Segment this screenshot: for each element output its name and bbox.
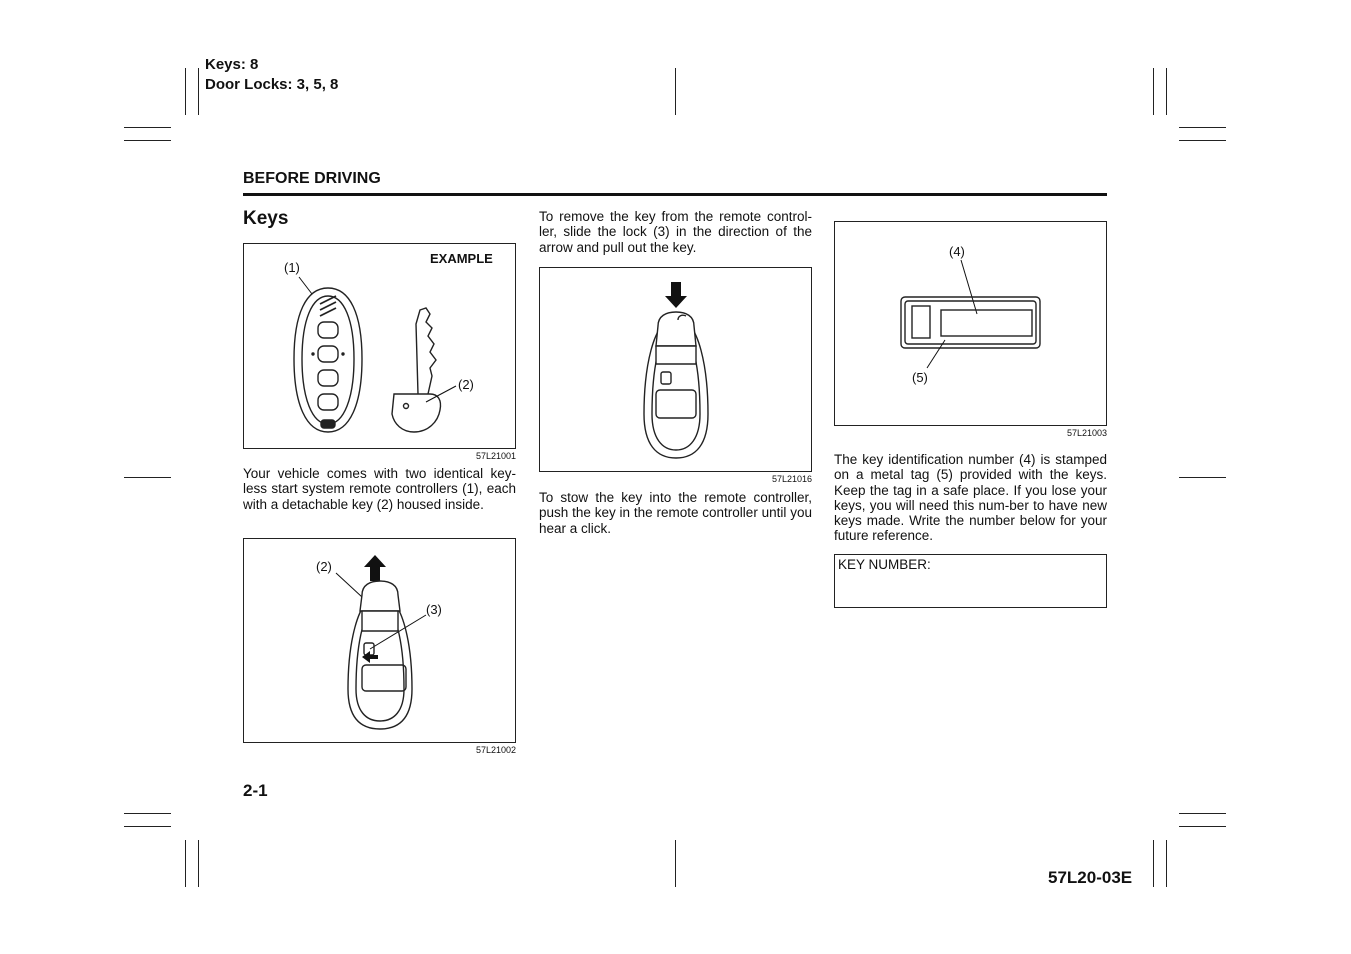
metal-tag-icon — [901, 297, 1040, 348]
paragraph-remove-key: To remove the key from the remote control-ler, slide the lock (3) in the direction of the arrow and pull out the key. — [539, 209, 812, 255]
page-title: Keys — [243, 208, 289, 229]
crop-mark — [198, 68, 199, 115]
page-number: 2-1 — [243, 781, 268, 800]
figure-code: 57L21003 — [1066, 428, 1107, 438]
paragraph-intro: Your vehicle comes with two identical key-less start system remote controllers (1), each with a detachable key (2) housed inside. — [243, 466, 516, 512]
arrow-down-icon — [665, 282, 687, 308]
remote-controller-icon — [348, 581, 412, 729]
crop-mark — [1179, 826, 1226, 827]
figure-code: 57L21016 — [771, 474, 812, 484]
crop-mark — [1179, 140, 1226, 141]
crop-mark — [124, 477, 171, 478]
crop-mark — [1179, 127, 1226, 128]
detachable-key-icon — [392, 308, 441, 432]
section-rule — [243, 193, 1107, 196]
crop-mark — [1179, 813, 1226, 814]
callout-4: (4) — [949, 244, 965, 259]
key-number-label: KEY NUMBER: — [838, 557, 931, 572]
section-heading: BEFORE DRIVING — [243, 170, 381, 187]
callout-1: (1) — [284, 260, 300, 275]
callout-2: (2) — [458, 377, 474, 392]
index-line-door-locks: Door Locks: 3, 5, 8 — [205, 76, 339, 93]
document-code: 57L20-03E — [1048, 868, 1133, 887]
arrow-up-icon — [364, 555, 386, 581]
crop-mark — [1153, 840, 1154, 887]
crop-mark — [124, 140, 171, 141]
key-number-box — [834, 554, 1107, 608]
remote-controller-icon — [294, 288, 362, 432]
figure-remote-and-key — [243, 243, 516, 449]
crop-mark — [185, 840, 186, 887]
figure-code: 57L21002 — [475, 745, 516, 755]
crop-mark — [185, 68, 186, 115]
crop-mark — [124, 813, 171, 814]
crop-mark — [1153, 68, 1154, 115]
index-line-keys: Keys: 8 — [205, 56, 259, 73]
paragraph-key-number: The key identification number (4) is stamped on a metal tag (5) provided with the keys. Keep the tag in a safe place. If you lose your keys, you will need this num-ber to have new keys made. Write the number below for your future reference. — [834, 452, 1107, 544]
key-tag-illustration — [835, 222, 1106, 425]
paragraph-stow-key: To stow the key into the remote controller, push the key in the remote controller until you hear a click. — [539, 490, 812, 536]
crop-mark — [675, 68, 676, 115]
crop-mark — [124, 826, 171, 827]
callout-2: (2) — [316, 559, 332, 574]
remote-and-key-illustration — [244, 244, 515, 448]
crop-mark — [124, 127, 171, 128]
crop-mark — [675, 840, 676, 887]
crop-mark — [198, 840, 199, 887]
index-reference — [205, 55, 338, 95]
remote-controller-icon — [644, 312, 708, 458]
crop-mark — [1166, 68, 1167, 115]
figure-code: 57L21001 — [475, 451, 516, 461]
figure-remote-lock-slide — [243, 538, 516, 743]
figure-key-tag — [834, 221, 1107, 426]
crop-mark — [1179, 477, 1226, 478]
remove-key-illustration — [540, 268, 811, 471]
callout-3: (3) — [426, 602, 442, 617]
callout-5: (5) — [912, 370, 928, 385]
example-tag: EXAMPLE — [430, 251, 493, 266]
remote-lock-illustration — [244, 539, 515, 742]
figure-remove-key — [539, 267, 812, 472]
crop-mark — [1166, 840, 1167, 887]
